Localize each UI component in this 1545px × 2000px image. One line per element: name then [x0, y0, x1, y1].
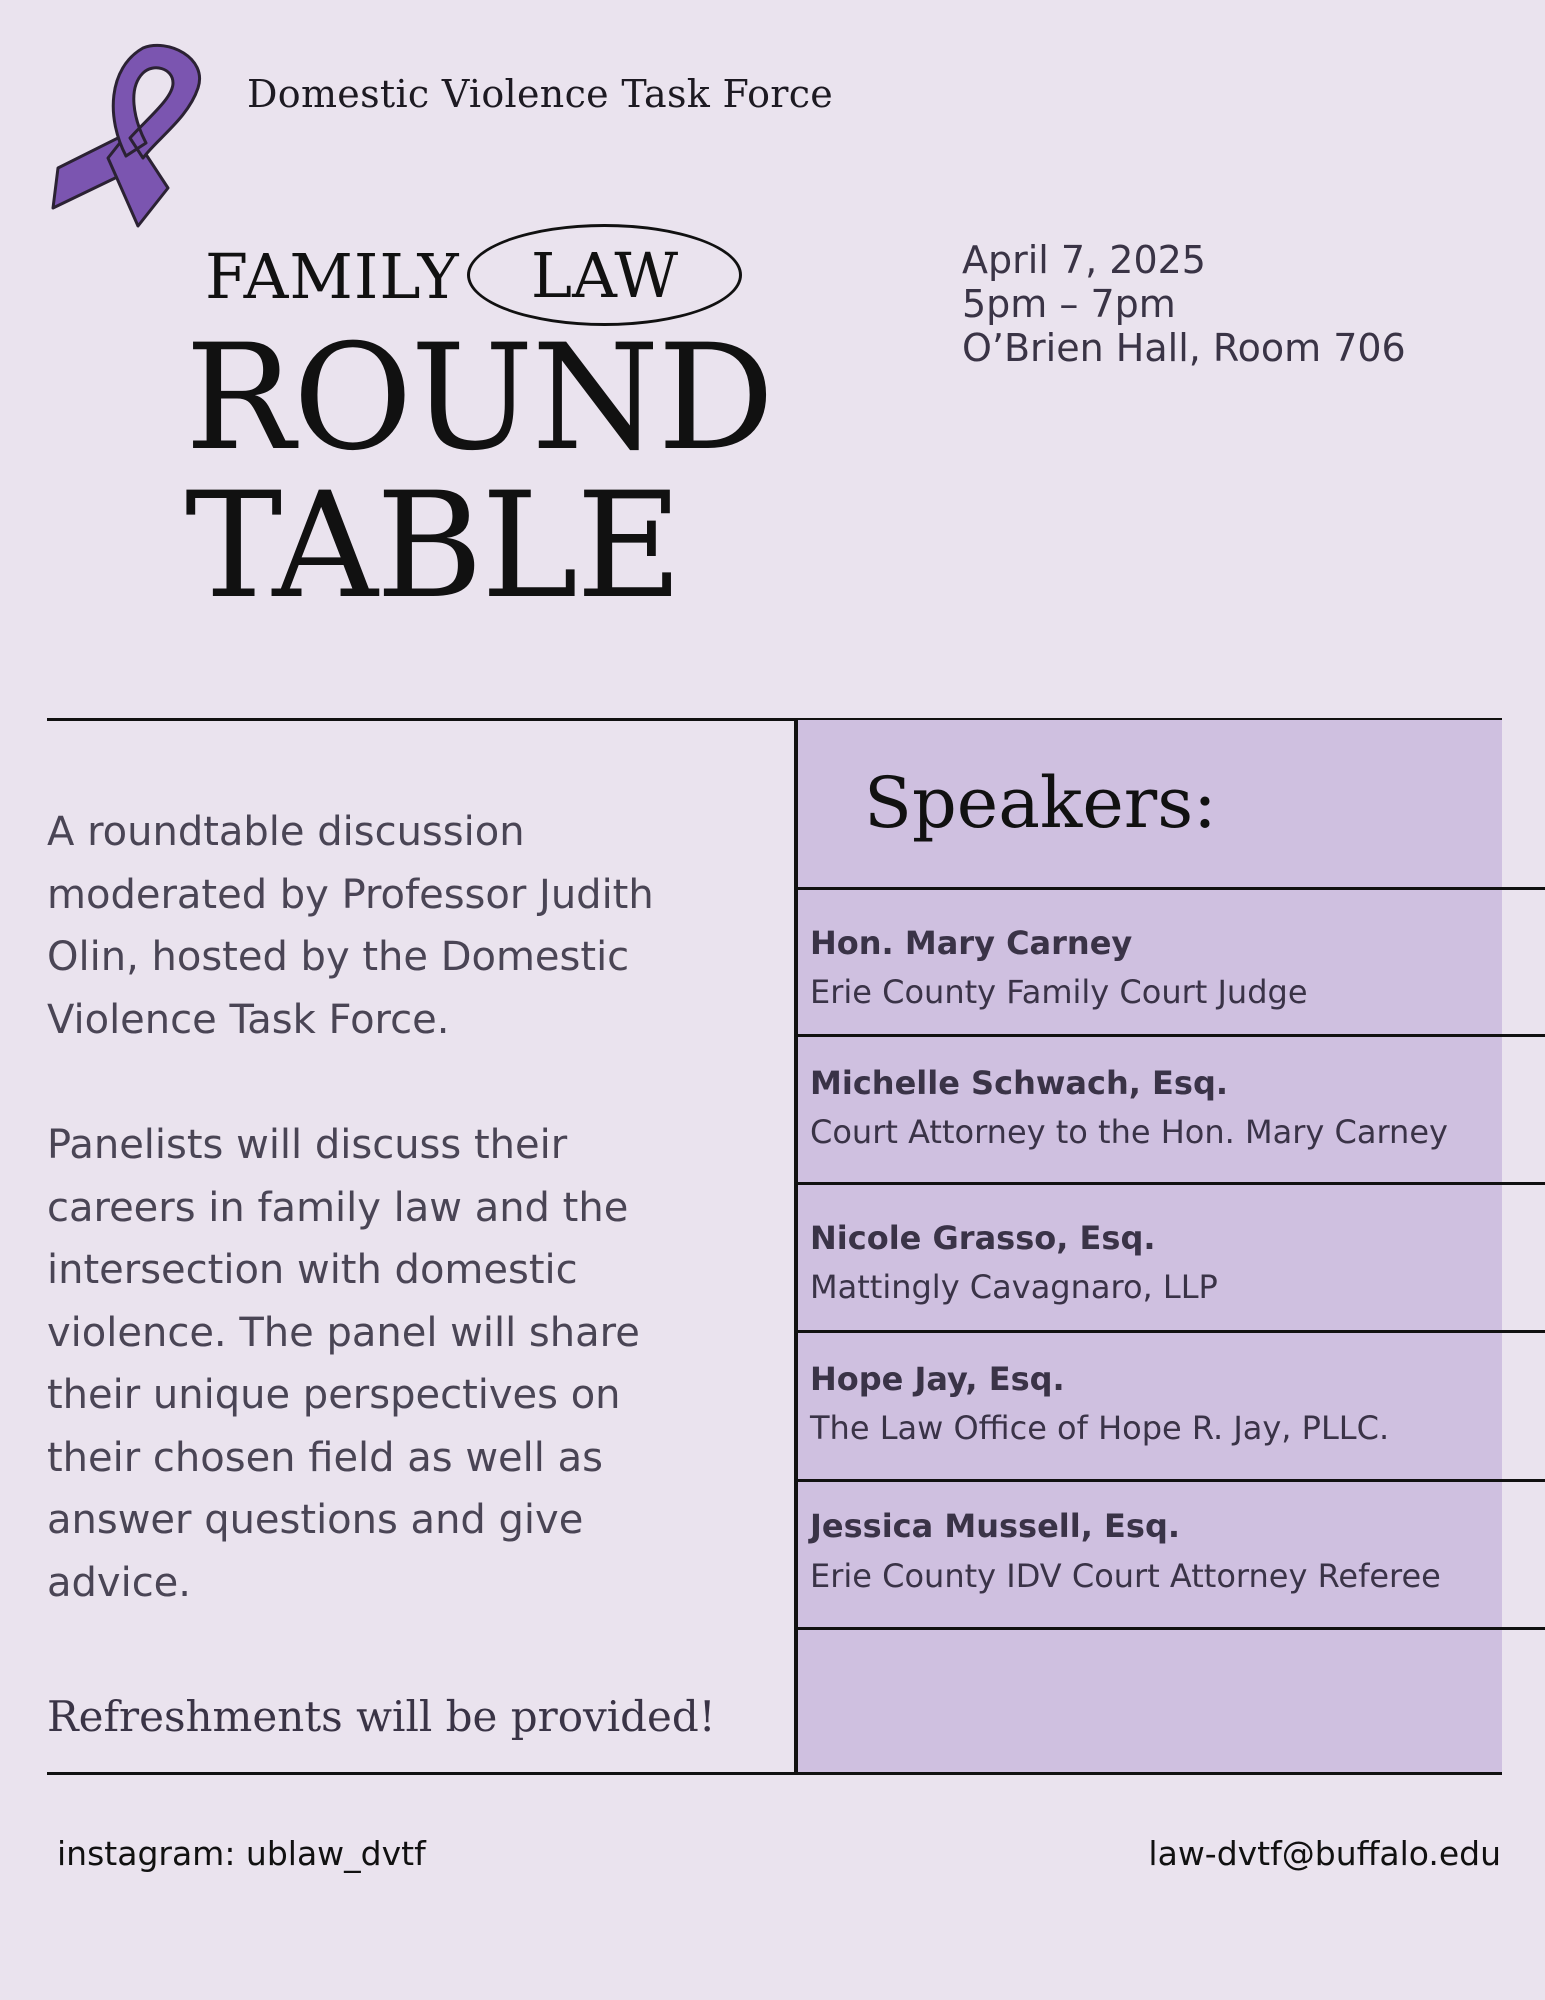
speaker-name: Michelle Schwach, Esq.	[810, 1064, 1229, 1102]
bottom-divider	[47, 1772, 1502, 1775]
description-line: Violence Task Force.	[47, 996, 450, 1043]
title-round: ROUND	[185, 313, 773, 483]
title-law: LAW	[530, 238, 679, 312]
speaker-divider	[796, 1479, 1545, 1482]
description-paragraph	[47, 1114, 747, 1614]
description-line: moderated by Professor Judith	[47, 871, 654, 918]
instagram-handle: instagram: ublaw_dvtf	[57, 1834, 426, 1873]
org-name: Domestic Violence Task Force	[247, 72, 834, 116]
title-law-oval	[467, 224, 742, 326]
speaker-name: Hope Jay, Esq.	[810, 1360, 1065, 1398]
description-line: Olin, hosted by the Domestic	[47, 934, 630, 980]
speaker-divider	[796, 1182, 1545, 1185]
description-line: answer questions and give	[47, 1497, 584, 1543]
speaker-name: Jessica Mussell, Esq.	[810, 1507, 1180, 1545]
refreshments-note: Refreshments will be provided!	[47, 1692, 716, 1741]
description-line: intersection with domestic	[47, 1247, 578, 1293]
speaker-divider	[796, 1627, 1545, 1630]
description-line: Panelists will discuss their	[47, 1122, 568, 1168]
speakers-heading: Speakers:	[864, 762, 1217, 844]
speaker-role: Erie County IDV Court Attorney Referee	[810, 1557, 1441, 1595]
description-paragraph	[47, 801, 747, 1051]
speaker-role: The Law Office of Hope R. Jay, PLLC.	[810, 1409, 1390, 1447]
event-time: 5pm – 7pm	[962, 282, 1176, 326]
speaker-role: Court Attorney to the Hon. Mary Carney	[810, 1113, 1448, 1151]
awareness-ribbon-icon	[48, 38, 208, 228]
speaker-role: Erie County Family Court Judge	[810, 973, 1308, 1011]
speaker-name: Nicole Grasso, Esq.	[810, 1219, 1156, 1257]
description-line: advice.	[47, 1559, 192, 1606]
speaker-divider	[796, 887, 1545, 890]
speaker-divider	[796, 1330, 1545, 1333]
event-location: O’Brien Hall, Room 706	[962, 326, 1406, 370]
event-info	[962, 238, 1406, 370]
description-line: careers in family law and the	[47, 1184, 629, 1231]
title-table: TABLE	[185, 461, 681, 631]
event-date: April 7, 2025	[962, 238, 1206, 282]
speaker-divider	[796, 1034, 1545, 1037]
title-family: FAMILY	[205, 240, 460, 313]
description-line: their unique perspectives on	[47, 1372, 621, 1418]
speaker-role: Mattingly Cavagnaro, LLP	[810, 1268, 1218, 1306]
description-line: violence. The panel will share	[47, 1309, 640, 1356]
description-line: A roundtable discussion	[47, 809, 525, 855]
speaker-name: Hon. Mary Carney	[810, 924, 1133, 962]
description-line: their chosen field as well as	[47, 1434, 603, 1481]
contact-email: law-dvtf@buffalo.edu	[1148, 1834, 1501, 1873]
